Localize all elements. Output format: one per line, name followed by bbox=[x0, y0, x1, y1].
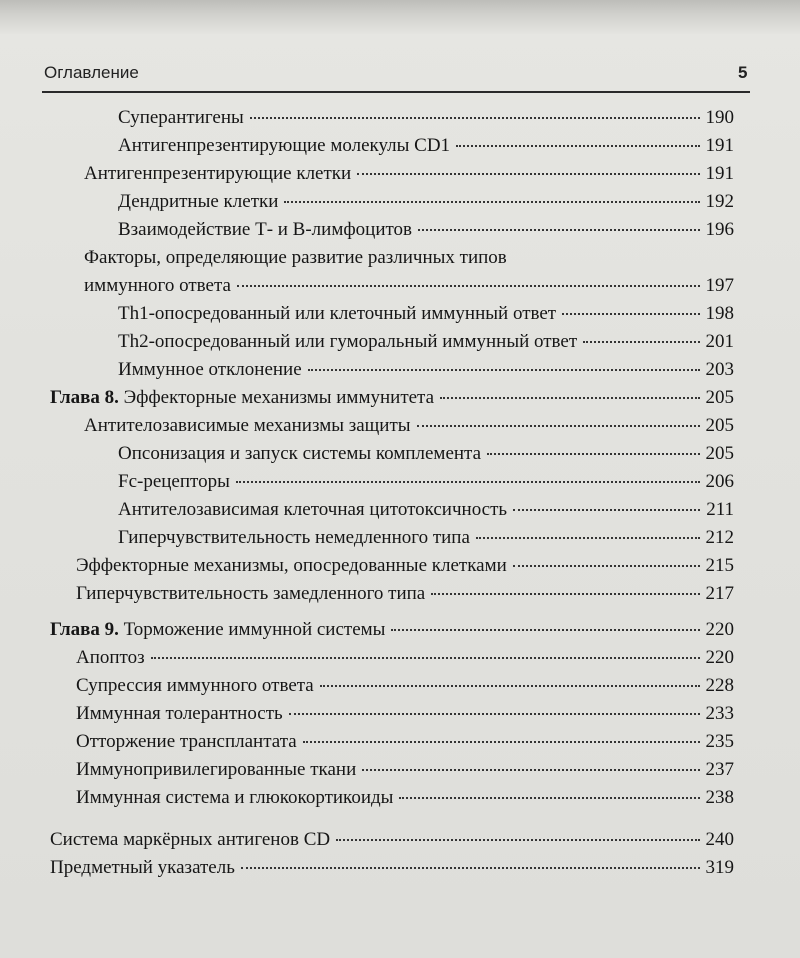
toc-entry-title: Гиперчувствительность немедленного типа bbox=[118, 527, 470, 548]
toc-entry-page: 240 bbox=[705, 829, 734, 850]
toc-entry[interactable] bbox=[76, 581, 734, 607]
toc-entry[interactable] bbox=[118, 105, 734, 131]
dot-leader bbox=[487, 452, 699, 455]
dot-leader bbox=[250, 116, 700, 119]
toc-entry[interactable] bbox=[76, 785, 734, 811]
toc-entry[interactable] bbox=[76, 701, 734, 727]
toc-entry-title: Иммунная толерантность bbox=[76, 703, 283, 724]
toc-entry-page: 205 bbox=[705, 443, 734, 464]
toc-entry-page: 220 bbox=[705, 647, 734, 668]
toc-entry-title: Предметный указатель bbox=[50, 857, 235, 878]
toc-entry-title: Дендритные клетки bbox=[118, 191, 279, 212]
toc-entry-page: 201 bbox=[705, 331, 734, 352]
toc-entry[interactable] bbox=[118, 301, 734, 327]
toc-entry-title: Отторжение трансплантата bbox=[76, 731, 297, 752]
dot-leader bbox=[284, 200, 699, 203]
dot-leader bbox=[241, 866, 700, 869]
chapter-label: Глава 8. bbox=[50, 387, 119, 408]
toc-entry-page: 233 bbox=[705, 703, 734, 724]
toc-entry-title: Fc-рецепторы bbox=[118, 471, 230, 492]
toc-entry-title: Иммунное отклонение bbox=[118, 359, 302, 380]
chapter-name: Эффекторные механизмы иммунитета bbox=[118, 387, 435, 408]
dot-leader bbox=[362, 768, 699, 771]
toc-entry-title: Антигенпрезентирующие молекулы CD1 bbox=[118, 135, 451, 156]
toc-entry-title: Суперантигены bbox=[118, 107, 244, 128]
toc-entry-title: Эффекторные механизмы, опосредованные клетками bbox=[76, 555, 507, 576]
toc-chapter-title bbox=[50, 385, 434, 411]
chapter-name: Торможение иммунной системы bbox=[118, 619, 386, 640]
toc-entry-title: Th2-опосредованный или гуморальный иммунный ответ bbox=[118, 331, 578, 352]
dot-leader bbox=[336, 838, 699, 841]
toc-entry[interactable] bbox=[50, 855, 734, 881]
toc-entry-page: 191 bbox=[705, 163, 734, 184]
toc-entry[interactable] bbox=[84, 273, 734, 299]
dot-leader bbox=[237, 284, 700, 287]
toc-entry-page: 220 bbox=[705, 619, 734, 640]
toc-entry-page: 211 bbox=[706, 499, 734, 520]
toc-entry[interactable] bbox=[76, 553, 734, 579]
dot-leader bbox=[289, 712, 700, 715]
toc-entry-page: 237 bbox=[705, 759, 734, 780]
dot-leader bbox=[417, 424, 700, 427]
dot-leader bbox=[513, 564, 700, 567]
toc-entry[interactable] bbox=[118, 497, 734, 523]
dot-leader bbox=[151, 656, 700, 659]
toc-entry-page: 238 bbox=[705, 787, 734, 808]
dot-leader bbox=[562, 312, 699, 315]
page-number: 5 bbox=[738, 63, 748, 82]
toc-entry-page: 192 bbox=[705, 191, 734, 212]
chapter-label: Глава 9. bbox=[50, 619, 119, 640]
dot-leader bbox=[418, 228, 699, 231]
toc-entry[interactable] bbox=[84, 161, 734, 187]
toc-entry-page: 217 bbox=[705, 583, 734, 604]
toc-entry[interactable] bbox=[118, 217, 734, 243]
toc-entry[interactable] bbox=[118, 329, 734, 355]
toc-entry-title: Антигенпрезентирующие клетки bbox=[84, 163, 352, 184]
toc-entry-page: 205 bbox=[705, 415, 734, 436]
toc-entry[interactable] bbox=[76, 645, 734, 671]
toc-entry[interactable] bbox=[118, 133, 734, 159]
toc-chapter-entry[interactable] bbox=[50, 617, 734, 643]
toc-entry[interactable] bbox=[76, 729, 734, 755]
toc-entry-title: Иммунопривилегированные ткани bbox=[76, 759, 357, 780]
dot-leader bbox=[308, 368, 700, 371]
dot-leader bbox=[476, 536, 700, 539]
dot-leader bbox=[431, 592, 699, 595]
dot-leader bbox=[440, 396, 699, 399]
toc-entry-page: 190 bbox=[705, 107, 734, 128]
toc-entry-page: 228 bbox=[705, 675, 734, 696]
toc-entry-title[interactable]: Факторы, определяющие развитие различных типов bbox=[84, 247, 507, 268]
toc-entry-page: 196 bbox=[705, 219, 734, 240]
toc-entry-page: 206 bbox=[705, 471, 734, 492]
toc-entry-title: Система маркёрных антигенов CD bbox=[50, 829, 331, 850]
toc-entry-title: Антителозависимые механизмы защиты bbox=[84, 415, 411, 436]
running-head: Оглавление bbox=[44, 63, 139, 82]
dot-leader bbox=[236, 480, 700, 483]
toc-entry[interactable] bbox=[84, 413, 734, 439]
toc-entry[interactable] bbox=[118, 357, 734, 383]
toc-entry[interactable] bbox=[118, 189, 734, 215]
toc-entry-title: Th1-опосредованный или клеточный иммунный ответ bbox=[118, 303, 557, 324]
toc-entry[interactable] bbox=[118, 525, 734, 551]
dot-leader bbox=[399, 796, 699, 799]
dot-leader bbox=[303, 740, 700, 743]
dot-leader bbox=[456, 144, 699, 147]
toc-entry[interactable] bbox=[118, 469, 734, 495]
toc-entry-title: Взаимодействие Т- и В-лимфоцитов bbox=[118, 219, 413, 240]
toc-entry-page: 319 bbox=[705, 857, 734, 878]
toc-entry-page: 212 bbox=[705, 527, 734, 548]
toc-entry-page: 191 bbox=[705, 135, 734, 156]
toc-entry-title: Опсонизация и запуск системы комплемента bbox=[118, 443, 482, 464]
dot-leader bbox=[583, 340, 699, 343]
toc-entry-page: 198 bbox=[705, 303, 734, 324]
toc-entry-title: Иммунная система и глюкокортикоиды bbox=[76, 787, 394, 808]
toc-entry-title: Апоптоз bbox=[76, 647, 145, 668]
dot-leader bbox=[357, 172, 699, 175]
toc-entry-page: 235 bbox=[705, 731, 734, 752]
toc-entry[interactable] bbox=[76, 673, 734, 699]
toc-entry-page: 203 bbox=[705, 359, 734, 380]
toc-entry[interactable] bbox=[50, 827, 734, 853]
dot-leader bbox=[513, 508, 700, 511]
toc-entry-title: Супрессия иммунного ответа bbox=[76, 675, 314, 696]
toc-entry-page: 197 bbox=[705, 275, 734, 296]
dot-leader bbox=[391, 628, 699, 631]
dot-leader bbox=[320, 684, 700, 687]
toc-entry-page: 205 bbox=[705, 387, 734, 408]
toc-entry-title: Гиперчувствительность замедленного типа bbox=[76, 583, 426, 604]
toc-entry[interactable] bbox=[118, 441, 734, 467]
toc-chapter-entry[interactable] bbox=[50, 385, 734, 411]
toc-entry-page: 215 bbox=[705, 555, 734, 576]
toc-entry[interactable] bbox=[76, 757, 734, 783]
toc-entry-title: иммунного ответа bbox=[84, 275, 231, 296]
toc-chapter-title bbox=[50, 617, 385, 643]
toc-entry-title: Антителозависимая клеточная цитотоксичность bbox=[118, 499, 508, 520]
